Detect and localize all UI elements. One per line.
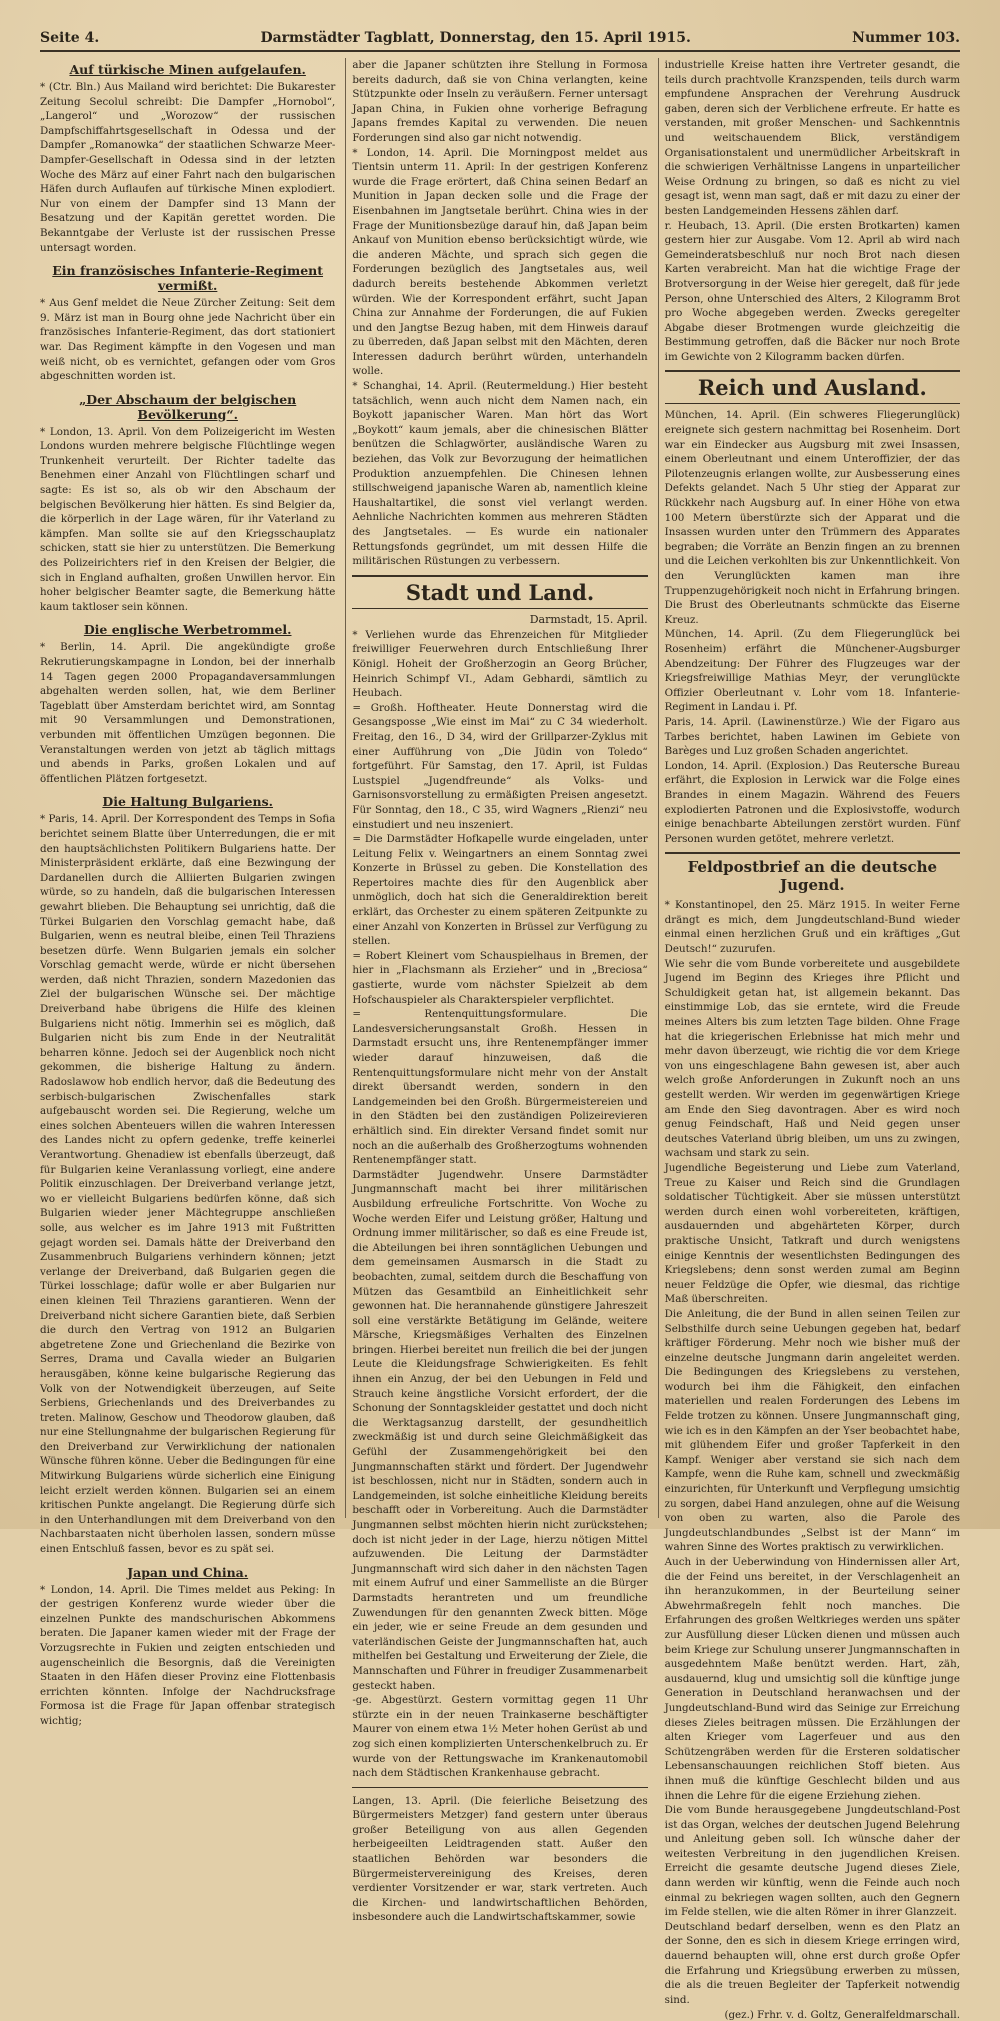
headline: Die englische Werbetrommel. xyxy=(83,622,292,638)
article-body: = Robert Kleinert vom Schauspielhaus in Bremen, der hier in „Flachsmann als Erzieher“ und in „Breciosa“ gastierte, wurde vom nächster Spielzeit ab dem Hofschauspieler als Charakterspieler verpflichtet. xyxy=(352,949,648,1006)
article-body: Jugendliche Begeisterung und Liebe zum Vaterland, Treue zu Kaiser und Reich sind die Grundlagen soldatischer Tüchtigkeit. Aber sie müssen unterstützt werden durch einen wohl vorbereiteten, kräftigen, ausdauernden und abgehärteten Körper, durch praktische Unsicht, Tatkraft und durch wenigstens einige Kenntnis der wesentlichsten Bedingungen des Kriegslebens; denn sonst werden zumal am Beginn neuer Feldzüge die Opfer, wie diesmal, das richtige Maß überschreiten. xyxy=(664,1161,960,1306)
article-mines xyxy=(40,62,335,255)
dateline: Darmstadt, 15. April. xyxy=(529,612,648,626)
masthead xyxy=(40,30,960,52)
article-body: München, 14. April. (Ein schweres Fliegerunglück) ereignete sich gestern nachmittag bei Rosenheim. Dort war ein Eindecker aus Augsburg mit zwei Insassen, einem Oberleutnant und einem Unteroffizier, der das Pilotenzeugnis erlangen wollte, zur Ausbesserung eines Defekts gelandet. Nach 5 Uhr stieg der Apparat zur Rückkehr nach Augsburg auf. In einer Höhe von etwa 100 Metern überstürzte sich der Apparat und die Insassen wurden unter den Trümmern des Apparates begraben; die Vorräte an Benzin fingen an zu brennen und die Leichen verkohlten bis zur Unkenntlichkeit. Von den Verunglückten kamen man ihre Truppenzugehörigkeit noch nicht in Erfahrung bringen. Die Brust des Oberleutnants schmückte das Eiserne Kreuz. xyxy=(664,409,960,626)
article-body: Deutschland bedarf derselben, wenn es den Platz an der Sonne, den es sich in diesem Kriege erringen wird, dauernd behaupten will, ohne erst durch große Opfer die Erfahrung und Kriegsübung erwerben zu müssen, die als die treuen Begleiter der Tapferkeit notwendig sind. xyxy=(664,1920,960,2006)
article-body: r. Heubach, 13. April. (Die ersten Brotkarten) kamen gestern hier zur Ausgabe. Vom 12. April ab wird nach Gemeinderatsbeschluß nur noch Brot nach diesen Karten verabreicht. Man hat die wichtige Frage der Brotversorgung in der Weise hier geregelt, daß für jede Person, ohne Unterschied des Alters, 2 Kilogramm Brot pro Woche abgegeben werden. Zwecks geregelter Abgabe dieser Brotmengen wurde gleichzeitig die Bestimmung getroffen, daß die Bäcker nur noch Brote im Gewichte von 2 Kilogramm backen dürfen. xyxy=(664,219,960,363)
article-body: * London, 14. April. Die Times meldet aus Peking: In der gestrigen Konferenz wurde wieder über die einzelnen Punkte des mandschurischen Abkommens beraten. Die Japaner kamen wieder mit der Frage der Vorzugsrechte in Fukien und zeigten entschieden und augenscheinlich die Besorgnis, daß die Vereinigten Staaten in den Häfen dieser Provinz eine Flottenbasis errichten könnten. Infolge der Nachdrucksfrage Formosa ist die Frage für Japan offenbar strategisch wichtig; xyxy=(40,1583,336,1727)
article-body: Paris, 14. April. (Lawinenstürze.) Wie der Figaro aus Tarbes berichtet, haben Lawinen im Gebiete von Barèges und Luz großen Schaden angerichtet. xyxy=(664,715,960,758)
signature: (gez.) Frhr. v. d. Goltz, Generalfeldmarschall. xyxy=(724,2009,960,2021)
article-body: Langen, 13. April. (Die feierliche Beisetzung des Bürgermeisters Metzger) fand gestern unter überaus großer Beteiligung von aus allen Gegenden herbeigeeilten Leidtragenden statt. Außer den staatlichen Behörden war besonders die Bürgermeistervereinigung des Kreises, deren verdienter Vorsitzender er war, stark vertreten. Auch die Kirchen- und landwirtschaftlichen Behörden, insbesondere auch die Landwirtschaftskammer, sowie xyxy=(352,1794,648,1924)
article-body: Die vom Bunde herausgegebene Jungdeutschland-Post ist das Organ, welches der deutschen Jugend Belehrung und Anleitung geben soll. Ich wünsche daher der weitesten Verbreitung in den jugendlichen Kreisen. Erreicht die gesamte deutsche Jugend dieses Ziele, dann werden wir künftig, wenn die Feinde auch noch einmal zu bekriegen wagen sollten, auch den Gegnern im Felde stellen, wie die alten Römer in ihrer Glanzzeit. xyxy=(664,1804,960,1919)
columns xyxy=(40,58,960,2021)
headline: Die Haltung Bulgariens. xyxy=(102,794,273,810)
article-body: * Aus Genf meldet die Neue Zürcher Zeitung: Seit dem 9. März ist man in Bourg ohne jede Nachricht über ein französisches Infanterie-Regiment, das dort stationiert war. Das Regiment kämpfte in den Vogesen und man weiß nicht, ob es vernichtet, gefangen oder vom Gros abgeschnitten worden ist. xyxy=(40,297,336,383)
headline: Ein französisches Infanterie-Regiment vermißt. xyxy=(52,263,324,294)
column-2 xyxy=(345,58,648,1924)
article-body: = Großh. Hoftheater. Heute Donnerstag wird die Gesangsposse „Wie einst im Mai“ zu C 34 wiederholt. Freitag, den 16., D 34, wird der Grillparzer-Zyklus mit einer Aufführung von „Die Jüdin von Toledo“ fortgeführt. Für Samstag, den 17. April, ist Fuldas Lustspiel „Jugendfreunde“ als Volks- und Garnisonsvorstellung zu ermäßigten Preisen angesetzt. Für Sonntag, den 18., C 35, wird Wagners „Rienzi“ neu einstudiert und neu inszeniert. xyxy=(352,701,648,831)
article-body: * Verliehen wurde das Ehrenzeichen für Mitglieder freiwilliger Feuerwehren durch Entschließung Ihrer Königl. Hoheit der Großherzogin an Georg Brücher, Heinrich Schimpf VI., Adam Gebhardi, sämtlich zu Heubach. xyxy=(352,628,648,700)
article-bulgarien xyxy=(40,794,335,1556)
article-body: = Die Darmstädter Hofkapelle wurde eingeladen, unter Leitung Felix v. Weingartners an einem Sonntag zwei Konzerte in Brüssel zu geben. Die Konstellation des Repertoires machte dies für den Augenblick aber unmöglich, doch hat sich die Generaldirektion bereit erklärt, das Orchester zu einem späteren Zeitpunkte zu einer Anzahl von Konzerten in Brüssel zur Verfügung zu stellen. xyxy=(352,833,648,948)
article-body: Wie sehr die vom Bunde vorbereitete und ausgebildete Jugend im Beginn des Krieges ihre Pflicht und Schuldigkeit getan hat, ist allgemein bekannt. Das einstimmige Lob, das sie erntete, wird die Freude meines Alters bis zum letzten Tage bilden. Ohne Frage hat die kriegerischen Erlebnisse hat mich mehr und mehr davon überzeugt, wie richtig die vor dem Kriege von uns eingeschlagene Bahn gewesen ist, aber auch welch große Anforderungen in Zukunft noch an uns gestellt werden. Wir werden im gegenwärtigen Kriege am Ende den Sieg davontragen. Aber es wird noch genug Feindschaft, Haß und Neid gegen unser deutsches Vaterland übrig bleiben, um uns zu zwingen, wachsam und stark zu sein. xyxy=(664,957,960,1160)
article-body: * Konstantinopel, den 25. März 1915. In weiter Ferne drängt es mich, dem Jungdeutschland-Bund wieder einmal einen herzlichen Gruß und ein kräftiges „Gut Deutsch!“ zuzurufen. xyxy=(664,899,960,956)
article-body: * Berlin, 14. April. Die angekündigte große Rekrutierungskampagne in London, bei der innerhalb 14 Tagen gegen 2000 Propagandaversammlungen abgehalten werden sollen, hat, wie dem Berliner Tageblatt über Amsterdam berichtet wird, am Sonntag mit 90 Versammlungen und Demonstrationen, verbunden mit öffentlichen Umzügen begonnen. Die Veranstaltungen werden von jetzt ab täglich mittags und abends in Parks, großen Lokalen und auf öffentlichen Plätzen fortgesetzt. xyxy=(40,641,336,785)
article-body: aber die Japaner schützten ihre Stellung in Formosa bereits dadurch, daß sie von China verlangten, keine Stützpunkte oder Inseln zu veräußern. Ferner untersagt Japan China, in Fukien ohne vorherige Befragung Japans fremdes Kapital zu verwenden. Die neuen Forderungen sind also gar nicht notwendig. xyxy=(352,59,648,144)
article-body: * London, 13. April. Von dem Polizeigericht im Westen Londons wurden mehrere belgische Flüchtlinge wegen Trunkenheit verurteilt. Der Richter tadelte das Benehmen einer Anzahl von Flüchtlingen scharf und sagte: Es ist so, als ob wir den Abschaum der belgischen Bevölkerung hier hätten. Es sind Belgier da, die körperlich in der Lage wären, für ihr Vaterland zu kämpfen. Man sollte sie auf den Kriegsschauplatz schicken, statt sie hier zu unterstützen. Die Bemerkung des Polizeirichters rief in den Kreisen der Belgier, die sich in England aufhalten, großen Unwillen hervor. Ein hoher belgischer Beamter sagte, die Bemerkung hätte kaum taktloser sein können. xyxy=(40,425,336,613)
article-body: * Paris, 14. April. Der Korrespondent des Temps in Sofia berichtet seinem Blatte über Unterredungen, die er mit den hauptsächlichsten Politikern Bulgariens hatte. Der Ministerpräsident erklärte, daß eine Bezwingung der Dardanellen durch die Alliierten Bulgarien zwingen würde, so zu handeln, daß die bulgarischen Interessen gewahrt blieben. Die Behauptung sei unrichtig, daß die Türkei Bulgarien den Vorschlag gemacht habe, daß Bulgarien, wenn es neutral bleibe, einen Teil Thraziens besetzen dürfe. Wenn Bulgarien jemals ein solcher Vorschlag gemacht werde, würde er nicht übersehen werden, daß nicht Thrazien, sondern Mazedonien das Ziel der bulgarischen Wünsche sei. Der mächtige Dreiverband habe übrigens die Hilfe des kleinen Bulgariens nicht nötig. Immerhin sei es möglich, daß Bulgarien nicht bis zum Ende in der Neutralität beharren könne. Jedoch sei der Augenblick noch nicht gekommen, die bisherige Haltung zu ändern. Radoslawow hob endlich hervor, daß die Bedeutung des serbisch-bulgarischen Zwischenfalles stark aufgebauscht worden sei. Die Regierung, welche um eines solchen Abenteuers willen die wahren Interessen des Landes nicht zu opfern gedenke, treffe keinerlei Verantwortung. Ghenadiew ist ebenfalls überzeugt, daß für Bulgarien keine Veranlassung vorliegt, eine andere Politik einzuschlagen. Der Dreiverband verlange jetzt, wo er vielleicht Bulgariens bedürfen könne, daß sich Bulgarien wieder jener Mächtegruppe anschließen solle, aus welcher es im Jahre 1913 mit Fußtritten gejagt worden sei. Damals hätte der Dreiverband den Zusammenbruch Bulgariens verhindern können; jetzt verlange der Dreiverband, daß Bulgarien gegen die Türkei losschlage; dafür wolle er aber Bulgarien nur einen kleinen Teil Thraziens garantieren. Wenn der Dreiverband nicht sichere Garantien biete, daß Serbien die durch den Vertrag von 1912 an Bulgarien abgetretene Zone und Griechenland die Bezirke von Serres, Drama und Cavalla wieder an Bulgarien herausgäben, könne keine bulgarische Regierung das Volk von der Notwendigkeit überzeugen, auf Seite Serbiens, Griechenlands und des Dreiverbandes zu treten. Malinow, Geschow und Theodorow glauben, daß nur eine Stellungnahme der bulgarischen Regierung für den Dreiverband zur Verwirklichung der nationalen Wünsche führen könne. Ueber die Bedingungen für eine Mitwirkung Bulgariens würde sicherlich eine Einigung leicht erzielt werden können. Bulgarien sei an einem kritischen Punkte angelangt. Die Regierung dürfe sich in den Unterhandlungen mit dem Dreiverband von den Nachbarstaaten nicht überholen lassen, sondern müsse einen Entschluß fassen, bevor es zu spät sei. xyxy=(40,813,336,1556)
column-3 xyxy=(658,58,960,2021)
article-body: München, 14. April. (Zu dem Fliegerunglück bei Rosenheim) erfährt die Münchener-Augsburger Abendzeitung: Der Führer des Flugzeuges war der Kriegsfreiwillige Mathias Meyr, der verunglückte Offizier Oberleutnant v. Lohr vom 18. Infanterie-Regiment in Landau i. Pf. xyxy=(664,628,960,714)
section-title-feldpostbrief: Feldpostbrief an die deutsche Jugend. xyxy=(665,852,960,894)
article-body: London, 14. April. (Explosion.) Das Reutersche Bureau erfährt, die Explosion in Lerwick war die Folge eines Brandes in einem Magazin. Während des Feuers explodierten Patronen und die Explosivstoffe, wodurch einige benachbarte Abteilungen zerstört wurden. Fünf Personen wurden getötet, mehrere verletzt. xyxy=(664,759,960,845)
article-body: Die Anleitung, die der Bund in allen seinen Teilen zur Selbsthilfe durch seine Uebungen gegeben hat, bedarf kräftiger Förderung. Mehr noch wie bisher muß der einzelne deutsche Jungmann darin angeleitet werden. Die Bedingungen des Kriegslebens zu verstehen, wodurch bei ihm die Fähigkeit, den einfachen materiellen und realen Forderungen des Lebens im Felde trotzen zu können. Unsere Jungmannschaft ging, wie ich es in den Kämpfen an der Yser beobachtet habe, mit glühendem Eifer und großer Tapferkeit in den Kampf. Weniger aber verstand sie sich nach dem Kampfe, wenn die Ruhe kam, schnell und zweckmäßig einzurichten, für Unterkunft und Verpflegung umsichtig zu sorgen, dabei Hand anzulegen, ohne auf die Weisung von oben zu warten, also die Parole des Jungdeutschlandbundes „Selbst ist der Mann“ im wahren Sinne des Wortes praktisch zu verwirklichen. xyxy=(664,1307,960,1554)
article-body: Auch in der Ueberwindung von Hindernissen aller Art, die der Feind uns bereitet, in der Verschlagenheit an ihn heranzukommen, in der Beurteilung seiner Abwehrmaßregeln fehlt noch manches. Die Erfahrungen des großen Weltkrieges werden uns später zur Ausfüllung dieser Lücken dienen und müssen auch beim Kriege zur Schulung unserer Jungmannschaften in ausgedehntem Maße benützt werden. Hart, zäh, ausdauernd, klug und umsichtig soll die künftige junge Generation in Deutschland heranwachsen und der Jungdeutschland-Bund wird das Seinige zur Erreichung dieses Zieles beitragen müssen. Die Erzählungen der alten Krieger vom Lagerfeuer und aus den Schützengräben werden für die Ersteren soldatischer Lebensanschauungen reichlichen Stoff bieten. Aus ihnen muß die künftige Geschlecht bilden und aus ihnen die Lehre für die eigene Erziehung ziehen. xyxy=(664,1556,960,1802)
headline: Auf türkische Minen aufgelaufen. xyxy=(69,62,306,77)
article-body: Darmstädter Jugendwehr. Unsere Darmstädter Jungmannschaft macht bei ihrer militärischen Ausbildung erfreuliche Fortschritte. Von Woche zu Woche werden Eifer und Leistung größer, Haltung und Ordnung immer militärischer, so daß es eine Freude ist, die Abteilungen bei ihren sonntäglichen Uebungen und dem gemeinsamen Ausmarsch in die Stadt zu beobachten, zumal, seitdem durch die Beschaffung von Mützen das Gesamtbild an Einheitlichkeit sehr gewonnen hat. Die herannahende günstigere Jahreszeit soll eine verstärkte Betätigung im Gelände, weitere Märsche, Kriegsmäßiges Verhalten des Einzelnen bringen. Hierbei bereitet nun freilich die bei der jungen Leute die Kleidungsfrage Schwierigkeiten. Es fehlt ihnen ein Anzug, der bei den Uebungen in Feld und Strauch keine ängstliche Vorsicht erfordert, der die Schonung der Sonntagskleider gestattet und doch nicht die Werktagsanzug darstellt, der gesundheitlich zweckmäßig ist und durch seine Gleichmäßigkeit das Gefühl der Zusammengehörigkeit bei den Jungmannschaften stärkt und fördert. Der Jugendwehr ist beschlossen, nicht nur in Städten, sondern auch in Landgemeinden, ist solche einheitliche Kleidung bereits beschafft oder in Vorbereitung. Auch die Darmstädter Jungmannen selbst möchten hierin nicht zurückstehen; doch ist nicht jeder in der Lage, hierzu nötigen Mittel aufzuwenden. Die Leitung der Darmstädter Jungmannschaft wird sich daher in den nächsten Tagen mit einem Aufruf und einer Sammelliste an die Bürger Darmstadts herantreten und um freundliche Zuwendungen für den genannten Zweck bitten. Möge ein jeder, wie er seine Freude an dem gesunden und vaterländischen Geiste der Jungmannschaften hat, auch mithelfen bei Gestaltung und Erweiterung der Ziele, die Mannschaften und Führer in freudiger Zusammenarbeit gesteckt haben. xyxy=(352,1168,648,1692)
article-regiment xyxy=(40,263,335,384)
column-1 xyxy=(40,58,336,1727)
article-body: * London, 14. April. Die Morningpost meldet aus Tientsin unterm 11. April: In der gestrigen Konferenz wurde die Frage erörtert, daß China seinen Bedarf an Munition in Japan decken solle und die Frage der Eisenbahnen im Jangtsetale berührt. China wies in der Frage der Munitionsbezüge darauf hin, daß Japan beim Ankauf von Munition ebenso berücksichtigt würde, wie die anderen Mächte, und sprach sich gegen die Forderungen bezüglich des Jangtsetales aus, weil dadurch bereits bestehende Abkommen verletzt würden. Wie der Korrespondent erfährt, sucht Japan China zur Annahme der Forderungen, die auf Fukien und den Jangtse Bezug haben, mit dem Hinweis darauf zu überreden, daß Japan selbst mit den Mächten, deren Interessen dadurch berührt würden, unterhandeln wolle. xyxy=(352,146,648,378)
article-body: -ge. Abgestürzt. Gestern vormittag gegen 11 Uhr stürzte ein in der neuen Trainkaserne beschäftigter Maurer von einem etwa 1½ Meter hohen Gerüst ab und zog sich einen komplizierten Unterschenkelbruch zu. Er wurde von der Rettungswache im Krankenautomobil nach dem Städtischen Krankenhause gebracht. xyxy=(352,1694,648,1780)
headline: „Der Abschaum der belgischen Bevölkerung“. xyxy=(79,391,297,422)
divider xyxy=(352,1787,647,1788)
article-body: * Schanghai, 14. April. (Reutermeldung.) Hier besteht tatsächlich, wenn auch nicht dem Namen nach, ein Boykott japanischer Waren. Man hört das Wort „Boykott“ kaum jemals, aber die chinesischen Blätter benützen die Schlagwörter, ausländische Waren zu beziehen, das Volk zur Bevorzugung der heimatlichen Produktion anzuempfehlen. Die Chinesen lehnen stillschweigend japanische Waren ab, namentlich kleine Haushaltartikel, die sonst viel verlangt werden. Aehnliche Nachrichten kommen aus mehreren Städten des Jangtsetales. — Es wurde ein nationaler Rettungsfonds gegründet, um mit dessen Hilfe die militärischen Rüstungen zu verbessern. xyxy=(352,380,648,568)
article-abschaum xyxy=(40,392,335,615)
page-number: Seite 4. xyxy=(40,30,100,46)
headline: Japan und China. xyxy=(127,1564,249,1580)
issue-number: Nummer 103. xyxy=(852,30,960,46)
article-japan-china xyxy=(40,1565,335,1729)
article-body: industrielle Kreise hatten ihre Vertreter gesandt, die teils durch prachtvolle Kranzspenden, teils durch warm empfundene Ansprachen der Verehrung Ausdruck gaben, deren sich der Verblichene erfreute. Er hatte es verstanden, mit großer Menschen- und Sachkenntnis und weitschauendem Blick, verständigem Organisationstalent und unermüdlicher Arbeitskraft in die schwierigen Verhältnisse Langens in unparteilicher Weise Ordnung zu bringen, so daß es nicht zu viel gesagt ist, wenn man sagt, daß er mit dazu zu einer der besten Landgemeinden Hessens zählen darf. xyxy=(664,59,960,217)
newspaper-title: Darmstädter Tagblatt, Donnerstag, den 15. April 1915. xyxy=(260,30,691,46)
article-werbetrommel xyxy=(40,622,335,786)
section-title-reich-und-ausland: Reich und Ausland. xyxy=(665,370,960,404)
section-title-stadt-und-land: Stadt und Land. xyxy=(352,575,647,609)
article-body: = Rentenquittungsformulare. Die Landesversicherungsanstalt Großh. Hessen in Darmstadt ersucht uns, ihre Rentenempfänger immer wieder darauf hinzuweisen, daß die Rentenquittungsformulare nicht mehr von der Anstalt direkt übersandt werden, sondern in den Landgemeinden bei den Großh. Bürgermeistereien und in den Städten bei den zuständigen Polizeirevieren erhältlich sind. Ein direkter Versand findet somit nur noch an die außerhalb des Großherzogtums wohnenden Rentenempfänger statt. xyxy=(352,1008,648,1167)
article-body: * (Ctr. Bln.) Aus Mailand wird berichtet: Die Bukarester Zeitung Secolul schreibt: Die Dampfer „Hornobol“, „Langerol“ und „Worozow“ der russischen Dampfschiffahrtsgesellschaft in Odessa und der Dampfer „Romanowka“ der staatlichen Schwarze Meer-Dampfer-Gesellschaft in Odessa sind in der letzten Woche des März auf einer Fahrt nach den bulgarischen Häfen durch Auflaufen auf türkische Minen explodiert. Nur von einem der Dampfer sind 13 Mann der Besatzung und der Kapitän gerettet worden. Die Bekanntgabe der Verluste ist der russischen Presse untersagt worden. xyxy=(40,81,336,254)
